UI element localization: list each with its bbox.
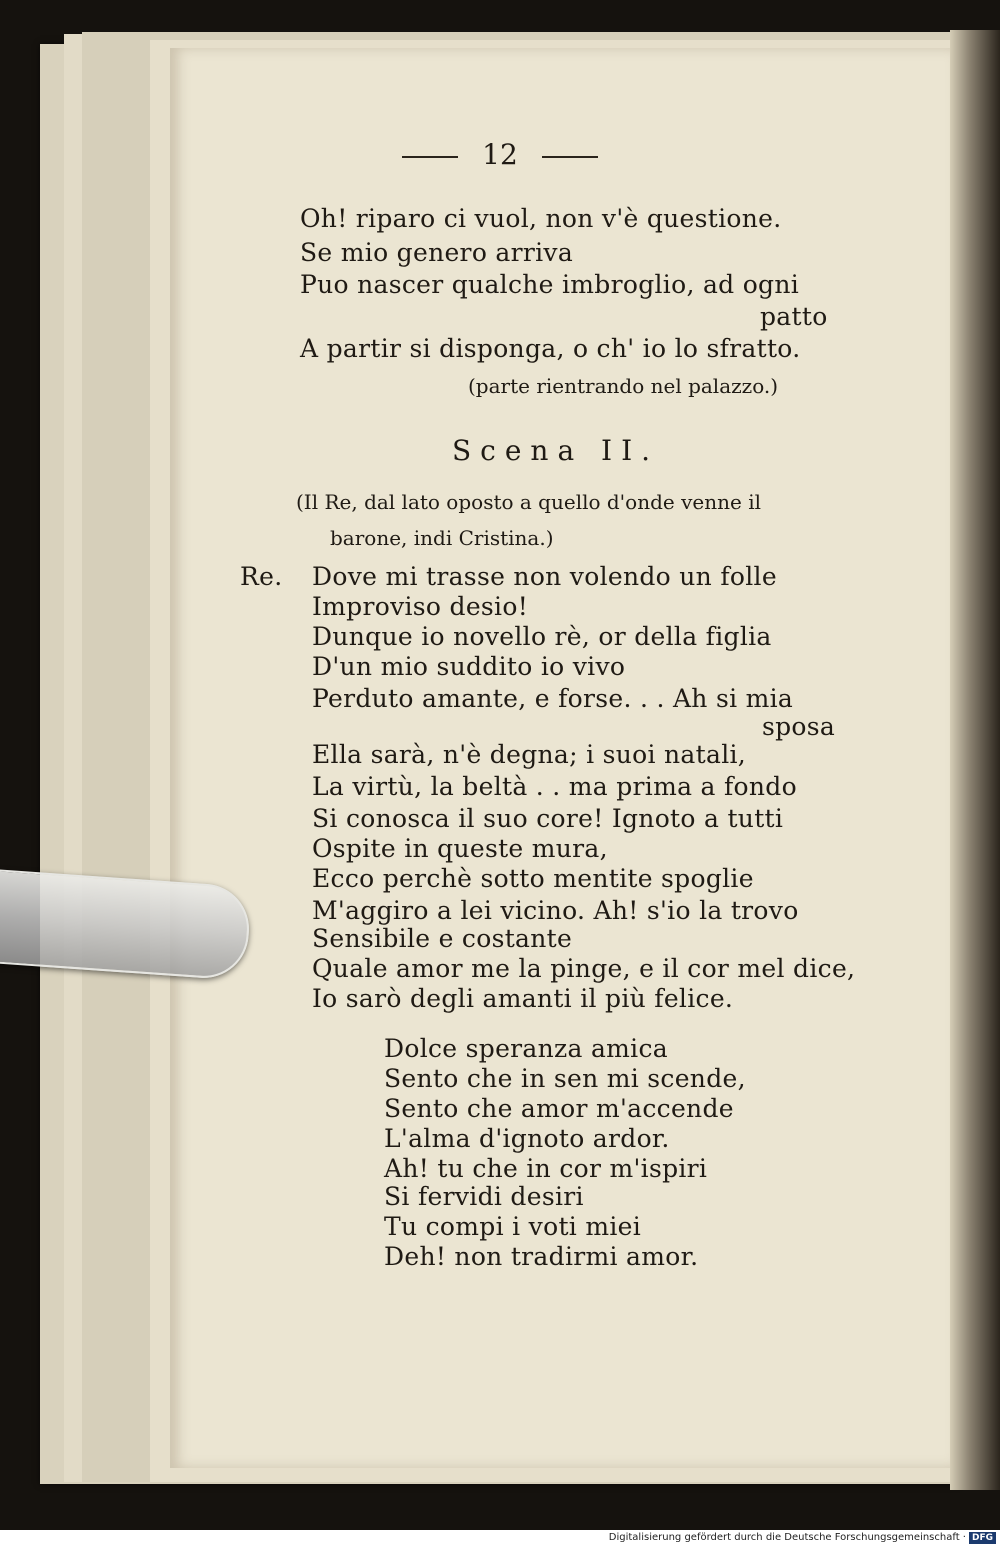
page-weight-clip (0, 869, 252, 981)
verse-line: Perduto amante, e forse. . . Ah si mia (312, 684, 794, 713)
footer-bar (0, 1530, 1000, 1546)
verse-line: M'aggiro a lei vicino. Ah! s'io la trovo (312, 896, 799, 925)
verse-line: Dunque io novello rè, or della figlia (312, 622, 772, 651)
page-number-rule (402, 156, 458, 158)
aria-line: Deh! non tradirmi amor. (384, 1242, 699, 1271)
book-spine-shadow (950, 30, 1000, 1490)
aria-line: Sento che in sen mi scende, (384, 1064, 746, 1093)
verse-line-continuation: patto (760, 302, 828, 331)
aria-line: Tu compi i voti miei (384, 1212, 642, 1241)
verse-line: Sensibile e costante (312, 924, 573, 953)
page-number (0, 138, 1000, 171)
aria-line: Si fervidi desiri (384, 1182, 584, 1211)
page-number-value: 12 (482, 138, 518, 171)
speaker-name: Re. (240, 562, 283, 591)
verse-line: A partir si disponga, o ch' io lo sfratto. (300, 334, 801, 363)
verse-line: Io sarò degli amanti il più felice. (312, 984, 734, 1013)
stage-direction: (Il Re, dal lato oposto a quello d'onde venne il (296, 490, 761, 514)
dfg-logo-icon: DFG (969, 1532, 996, 1544)
verse-line: D'un mio suddito io vivo (312, 652, 626, 681)
verse-line: Puo nascer qualche imbroglio, ad ogni (300, 270, 800, 299)
verse-line-continuation: sposa (762, 712, 836, 741)
verse-line: Dove mi trasse non volendo un folle (312, 562, 777, 591)
verse-line: Si conosca il suo core! Ignoto a tutti (312, 804, 784, 833)
verse-line: Improviso desio! (312, 592, 529, 621)
footer-credit: Digitalisierung gefördert durch die Deutsche Forschungsgemeinschaft · (608, 1532, 966, 1543)
aria-line: Sento che amor m'accende (384, 1094, 734, 1123)
verse-line: Ospite in queste mura, (312, 834, 608, 863)
verse-line: Ecco perchè sotto mentite spoglie (312, 864, 754, 893)
page-number-rule (542, 156, 598, 158)
stage-direction: barone, indi Cristina.) (330, 526, 554, 550)
scene-title: Scena II. (452, 434, 660, 467)
verse-line: La virtù, la beltà . . ma prima a fondo (312, 772, 797, 801)
verse-line: Oh! riparo ci vuol, non v'è questione. (300, 204, 782, 233)
verse-line: Ella sarà, n'è degna; i suoi natali, (312, 740, 747, 769)
verse-line: Se mio genero arriva (300, 238, 574, 267)
aria-line: L'alma d'ignoto ardor. (384, 1124, 670, 1153)
aria-line: Ah! tu che in cor m'ispiri (384, 1154, 708, 1183)
aria-line: Dolce speranza amica (384, 1034, 668, 1063)
verse-line: Quale amor me la pinge, e il cor mel dice, (312, 954, 856, 983)
stage-direction: (parte rientrando nel palazzo.) (468, 374, 779, 398)
